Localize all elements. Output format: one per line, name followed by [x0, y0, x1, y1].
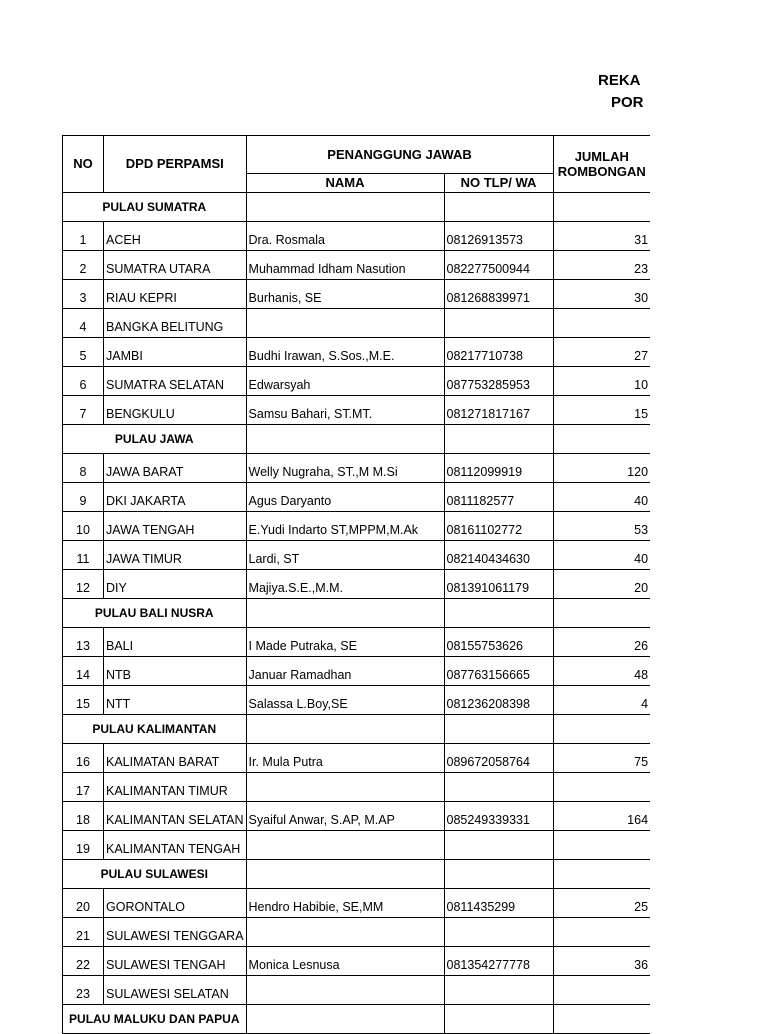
- row-no: 16: [63, 744, 104, 773]
- jumlah-cell: [553, 860, 650, 889]
- section-label: PULAU SULAWESI: [63, 860, 247, 889]
- row-tlp: 08217710738: [444, 338, 553, 367]
- table-row: [63, 483, 651, 512]
- row-dpd: SULAWESI TENGGARA: [104, 918, 247, 947]
- row-jumlah: 120: [553, 454, 650, 483]
- row-nama: E.Yudi Indarto ST,MPPM,M.Ak: [246, 512, 444, 541]
- row-dpd: KALIMANTAN SELATAN: [104, 802, 247, 831]
- table-row: [63, 918, 651, 947]
- section-row: [63, 715, 651, 744]
- jumlah-cell: [553, 599, 650, 628]
- table-row: [63, 686, 651, 715]
- row-tlp: 081354277778: [444, 947, 553, 976]
- header-penanggung-jawab: PENANGGUNG JAWAB: [246, 136, 553, 174]
- row-dpd: DIY: [104, 570, 247, 599]
- tlp-cell: [444, 193, 553, 222]
- section-label: PULAU KALIMANTAN: [63, 715, 247, 744]
- row-dpd: KALIMATAN BARAT: [104, 744, 247, 773]
- row-dpd: RIAU KEPRI: [104, 280, 247, 309]
- row-no: 22: [63, 947, 104, 976]
- row-tlp: 0811182577: [444, 483, 553, 512]
- row-nama: Salassa L.Boy,SE: [246, 686, 444, 715]
- row-dpd: GORONTALO: [104, 889, 247, 918]
- row-nama: [246, 773, 444, 802]
- row-tlp: [444, 976, 553, 1005]
- table-row: [63, 889, 651, 918]
- table-row: [63, 338, 651, 367]
- row-jumlah: 40: [553, 541, 650, 570]
- row-dpd: ACEH: [104, 222, 247, 251]
- row-tlp: 082277500944: [444, 251, 553, 280]
- row-tlp: [444, 918, 553, 947]
- section-row: [63, 599, 651, 628]
- row-no: 1: [63, 222, 104, 251]
- row-jumlah: [553, 976, 650, 1005]
- header-dpd: DPD PERPAMSI: [104, 136, 247, 193]
- row-nama: Ir. Mula Putra: [246, 744, 444, 773]
- table-row: [63, 976, 651, 1005]
- row-jumlah: 36: [553, 947, 650, 976]
- row-no: 10: [63, 512, 104, 541]
- section-row: [63, 425, 651, 454]
- table-row: [63, 947, 651, 976]
- row-dpd: DKI JAKARTA: [104, 483, 247, 512]
- row-jumlah: 23: [553, 251, 650, 280]
- table-row: [63, 802, 651, 831]
- row-no: 4: [63, 309, 104, 338]
- row-tlp: 0811435299: [444, 889, 553, 918]
- row-nama: Edwarsyah: [246, 367, 444, 396]
- row-no: 19: [63, 831, 104, 860]
- row-dpd: SULAWESI TENGAH: [104, 947, 247, 976]
- row-no: 20: [63, 889, 104, 918]
- row-no: 13: [63, 628, 104, 657]
- row-no: 9: [63, 483, 104, 512]
- section-label: PULAU SUMATRA: [63, 193, 247, 222]
- row-tlp: 081271817167: [444, 396, 553, 425]
- report-title-line1: REKA: [598, 72, 641, 89]
- table-row: [63, 773, 651, 802]
- tlp-cell: [444, 860, 553, 889]
- table-row: [63, 454, 651, 483]
- row-tlp: 081268839971: [444, 280, 553, 309]
- row-nama: Agus Daryanto: [246, 483, 444, 512]
- row-jumlah: [553, 918, 650, 947]
- row-no: 2: [63, 251, 104, 280]
- row-nama: [246, 831, 444, 860]
- row-no: 12: [63, 570, 104, 599]
- row-no: 21: [63, 918, 104, 947]
- row-no: 14: [63, 657, 104, 686]
- row-jumlah: 15: [553, 396, 650, 425]
- header-tlp: NO TLP/ WA: [444, 174, 553, 193]
- header-no: NO: [63, 136, 104, 193]
- row-nama: Hendro Habibie, SE,MM: [246, 889, 444, 918]
- section-row: [63, 860, 651, 889]
- row-jumlah: [553, 309, 650, 338]
- row-jumlah: [553, 831, 650, 860]
- row-nama: Lardi, ST: [246, 541, 444, 570]
- row-no: 18: [63, 802, 104, 831]
- row-dpd: KALIMANTAN TIMUR: [104, 773, 247, 802]
- tlp-cell: [444, 1005, 553, 1034]
- row-dpd: KALIMANTAN TENGAH: [104, 831, 247, 860]
- row-jumlah: 10: [553, 367, 650, 396]
- nama-cell: [246, 193, 444, 222]
- row-no: 15: [63, 686, 104, 715]
- nama-cell: [246, 715, 444, 744]
- table-row: [63, 367, 651, 396]
- row-tlp: [444, 309, 553, 338]
- row-jumlah: 27: [553, 338, 650, 367]
- report-title-line2: POR: [611, 94, 644, 111]
- row-nama: [246, 309, 444, 338]
- table-row: [63, 831, 651, 860]
- row-nama: Majiya.S.E.,M.M.: [246, 570, 444, 599]
- row-jumlah: 53: [553, 512, 650, 541]
- row-tlp: 081391061179: [444, 570, 553, 599]
- table-row: [63, 744, 651, 773]
- section-row: [63, 193, 651, 222]
- jumlah-cell: [553, 715, 650, 744]
- row-dpd: SUMATRA UTARA: [104, 251, 247, 280]
- row-jumlah: [553, 773, 650, 802]
- row-no: 7: [63, 396, 104, 425]
- row-nama: Budhi Irawan, S.Sos.,M.E.: [246, 338, 444, 367]
- row-nama: Welly Nugraha, ST.,M M.Si: [246, 454, 444, 483]
- row-tlp: 08126913573: [444, 222, 553, 251]
- row-tlp: 087753285953: [444, 367, 553, 396]
- header-jumlah-rombongan: [553, 136, 650, 193]
- row-dpd: BANGKA BELITUNG: [104, 309, 247, 338]
- row-dpd: JAMBI: [104, 338, 247, 367]
- row-jumlah: 48: [553, 657, 650, 686]
- row-nama: Monica Lesnusa: [246, 947, 444, 976]
- row-jumlah: 25: [553, 889, 650, 918]
- nama-cell: [246, 599, 444, 628]
- jumlah-cell: [553, 1005, 650, 1034]
- row-nama: Syaiful Anwar, S.AP, M.AP: [246, 802, 444, 831]
- table-row: [63, 541, 651, 570]
- table-row: [63, 628, 651, 657]
- tlp-cell: [444, 425, 553, 454]
- row-tlp: 08112099919: [444, 454, 553, 483]
- section-label: PULAU BALI NUSRA: [63, 599, 247, 628]
- row-no: 3: [63, 280, 104, 309]
- table-row: [63, 396, 651, 425]
- row-dpd: NTT: [104, 686, 247, 715]
- row-tlp: 087763156665: [444, 657, 553, 686]
- table-row: [63, 512, 651, 541]
- nama-cell: [246, 1005, 444, 1034]
- nama-cell: [246, 425, 444, 454]
- row-no: 5: [63, 338, 104, 367]
- row-no: 11: [63, 541, 104, 570]
- nama-cell: [246, 860, 444, 889]
- row-nama: Januar Ramadhan: [246, 657, 444, 686]
- row-jumlah: 164: [553, 802, 650, 831]
- row-dpd: SUMATRA SELATAN: [104, 367, 247, 396]
- row-tlp: 08155753626: [444, 628, 553, 657]
- row-dpd: JAWA TIMUR: [104, 541, 247, 570]
- table-body: [63, 193, 651, 1034]
- section-label: PULAU JAWA: [63, 425, 247, 454]
- table-row: [63, 222, 651, 251]
- row-jumlah: 4: [553, 686, 650, 715]
- table-row: [63, 280, 651, 309]
- row-no: 17: [63, 773, 104, 802]
- row-jumlah: 31: [553, 222, 650, 251]
- row-tlp: [444, 773, 553, 802]
- table-row: [63, 657, 651, 686]
- row-jumlah: 30: [553, 280, 650, 309]
- row-jumlah: 40: [553, 483, 650, 512]
- row-no: 23: [63, 976, 104, 1005]
- row-nama: Samsu Bahari, ST.MT.: [246, 396, 444, 425]
- row-tlp: 089672058764: [444, 744, 553, 773]
- table-row: [63, 251, 651, 280]
- row-jumlah: 20: [553, 570, 650, 599]
- row-jumlah: 75: [553, 744, 650, 773]
- row-dpd: JAWA BARAT: [104, 454, 247, 483]
- jumlah-cell: [553, 193, 650, 222]
- row-tlp: 082140434630: [444, 541, 553, 570]
- row-no: 6: [63, 367, 104, 396]
- row-dpd: JAWA TENGAH: [104, 512, 247, 541]
- row-tlp: 085249339331: [444, 802, 553, 831]
- row-nama: Dra. Rosmala: [246, 222, 444, 251]
- row-dpd: SULAWESI SELATAN: [104, 976, 247, 1005]
- row-nama: [246, 976, 444, 1005]
- header-jumlah-line1: JUMLAH: [574, 149, 629, 164]
- row-nama: [246, 918, 444, 947]
- section-row: [63, 1005, 651, 1034]
- jumlah-cell: [553, 425, 650, 454]
- row-nama: Muhammad Idham Nasution: [246, 251, 444, 280]
- row-tlp: [444, 831, 553, 860]
- row-dpd: BENGKULU: [104, 396, 247, 425]
- row-dpd: NTB: [104, 657, 247, 686]
- tlp-cell: [444, 715, 553, 744]
- row-no: 8: [63, 454, 104, 483]
- row-jumlah: 26: [553, 628, 650, 657]
- table-row: [63, 309, 651, 338]
- tlp-cell: [444, 599, 553, 628]
- header-jumlah-line2: ROMBONGAN: [557, 164, 646, 179]
- row-nama: I Made Putraka, SE: [246, 628, 444, 657]
- row-tlp: 081236208398: [444, 686, 553, 715]
- row-tlp: 08161102772: [444, 512, 553, 541]
- row-dpd: BALI: [104, 628, 247, 657]
- header-nama: NAMA: [246, 174, 444, 193]
- row-nama: Burhanis, SE: [246, 280, 444, 309]
- section-label: PULAU MALUKU DAN PAPUA: [63, 1005, 247, 1034]
- table-row: [63, 570, 651, 599]
- rekap-table: [62, 135, 650, 1034]
